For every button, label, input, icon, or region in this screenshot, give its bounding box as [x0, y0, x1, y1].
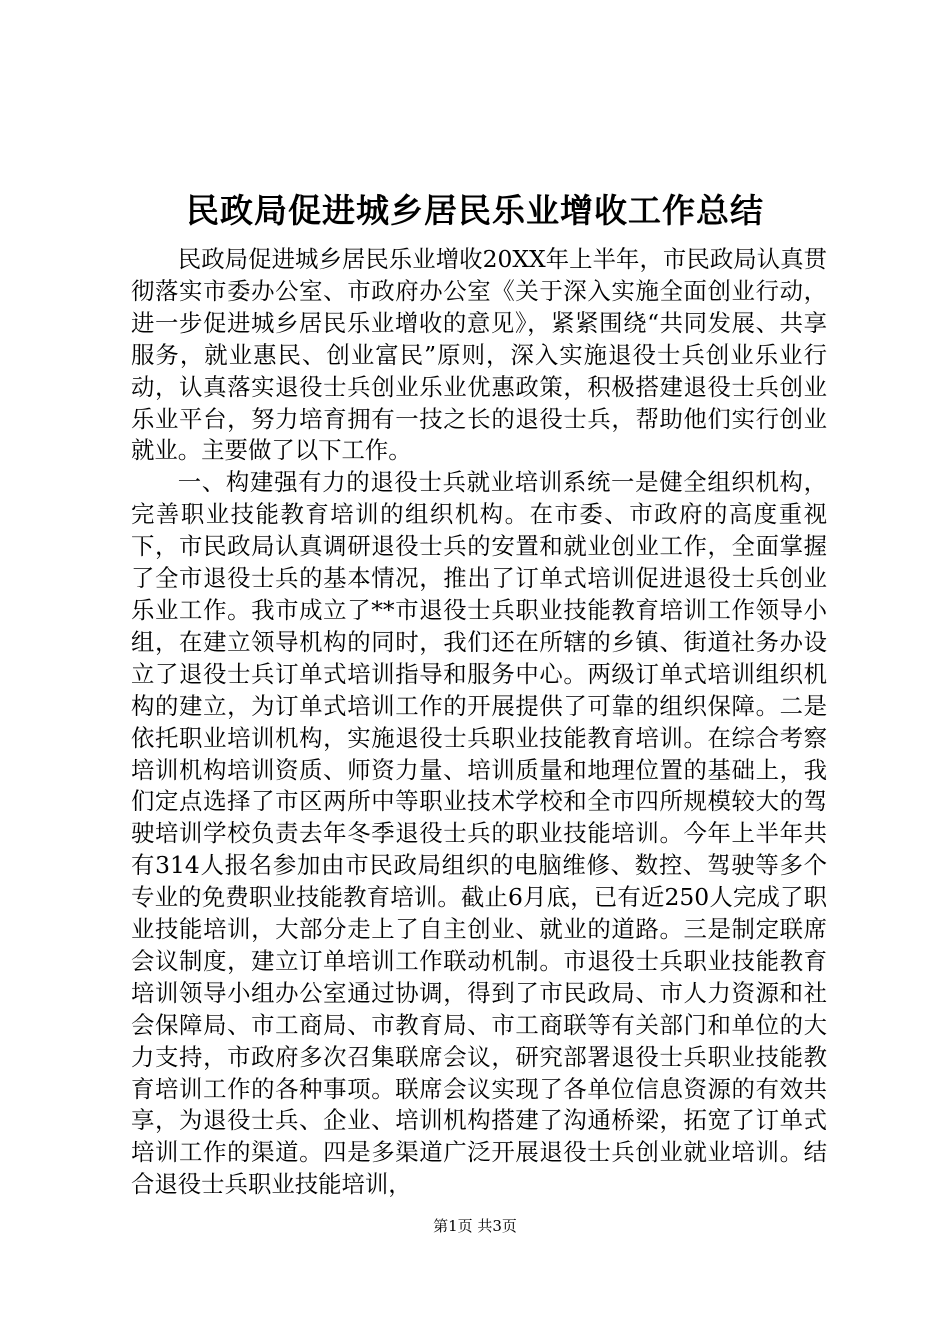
page-number-footer: 第1页 共3页 [433, 1217, 517, 1235]
paragraph-intro: 民政局促进城乡居民乐业增收20XX年上半年，市民政局认真贯彻落实市委办公室、市政府办公室《关于深入实施全面创业行动，进一步促进城乡居民乐业增收的意见》，紧紧围绕“共同发展、共享服务，就业惠民、创业富民”原则，深入实施退役士兵创业乐业行动，认真落实退役士兵创业乐业优惠政策，积极搭建退役士兵创业乐业平台，努力培育拥有一技之长的退役士兵，帮助他们实行创业就业。主要做了以下工作。 [131, 245, 827, 465]
document-body [131, 244, 827, 1201]
paragraph-section-one: 一、构建强有力的退役士兵就业培训系统一是健全组织机构，完善职业技能教育培训的组织机构。在市委、市政府的高度重视下，市民政局认真调研退役士兵的安置和就业创业工作，全面掌握了全市退役士兵的基本情况，推出了订单式培训促进退役士兵创业乐业工作。我市成立了**市退役士兵职业技能教育培训工作领导小组，在建立领导机构的同时，我们还在所辖的乡镇、街道社务办设立了退役士兵订单式培训指导和服务中心。两级订单式培训组织机构的建立，为订单式培训工作的开展提供了可靠的组织保障。二是依托职业培训机构，实施退役士兵职业技能教育培训。在综合考察培训机构培训资质、师资力量、培训质量和地理位置的基础上，我们定点选择了市区两所中等职业技术学校和全市四所规模较大的驾驶培训学校负责去年冬季退役士兵的职业技能培训。今年上半年共有314人报名参加由市民政局组织的电脑维修、数控、驾驶等多个专业的免费职业技能教育培训。截止6月底，已有近250人完成了职业技能培训，大部分走上了自主创业、就业的道路。三是制定联席会议制度，建立订单培训工作联动机制。市退役士兵职业技能教育培训领导小组办公室通过协调，得到了市民政局、市人力资源和社会保障局、市工商局、市教育局、市工商联等有关部门和单位的大力支持，市政府多次召集联席会议，研究部署退役士兵职业技能教育培训工作的各种事项。联席会议实现了各单位信息资源的有效共享，为退役士兵、企业、培训机构搭建了沟通桥梁，拓宽了订单式培训工作的渠道。四是多渠道广泛开展退役士兵创业就业培训。结合退役士兵职业技能培训， [131, 468, 827, 1199]
document-title: 民政局促进城乡居民乐业增收工作总结 [186, 191, 764, 230]
